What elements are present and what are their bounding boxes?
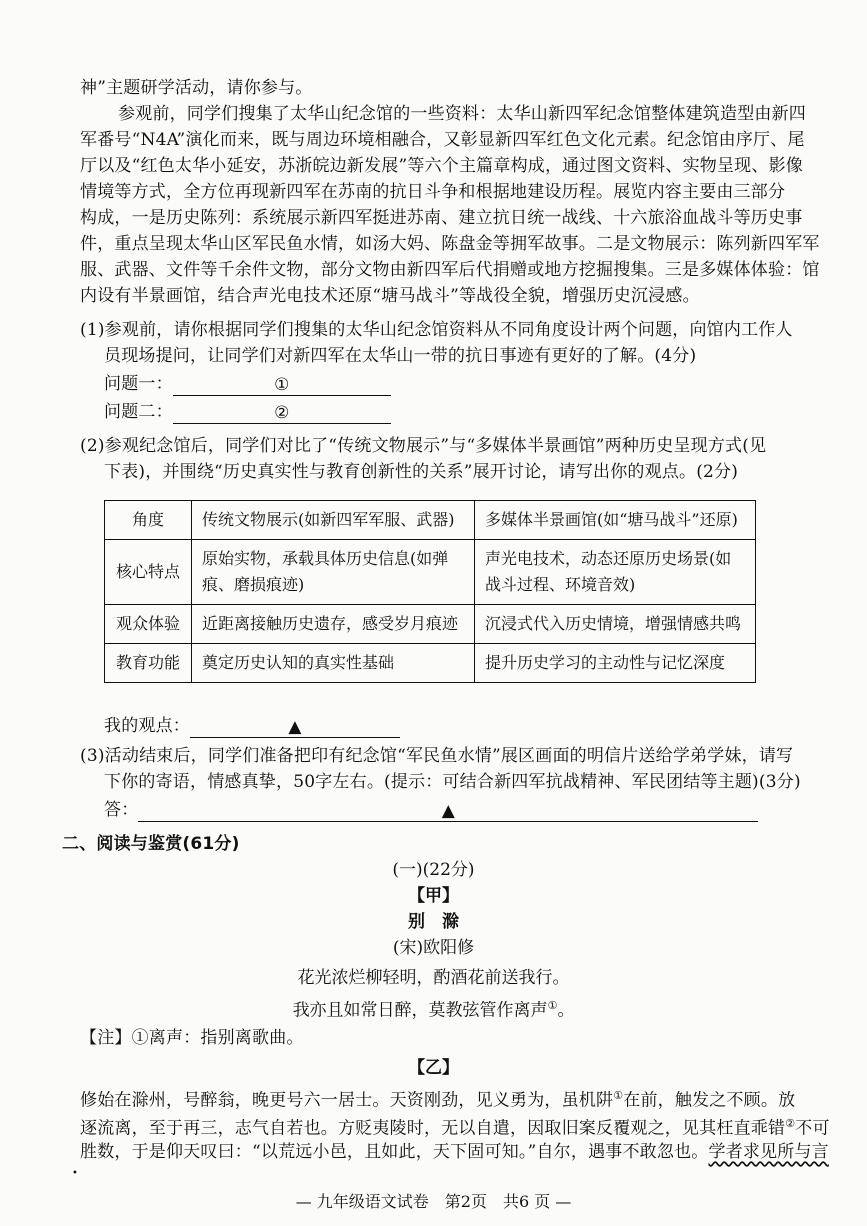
- prose-line: [80, 1140, 829, 1164]
- q3-prompt: (3)活动结束后，同学们准备把印有纪念馆“军民鱼水情”展区画面的明信片送给学弟学妹，请写: [80, 746, 794, 766]
- q3-prompt: 下你的寄语，情感真挚，50字左右。(提示：可结合新四军抗战精神、军民团结等主题)(3分): [104, 772, 801, 792]
- q1-answer-blank-2[interactable]: ②: [173, 401, 391, 424]
- q1-label-1: 问题一：: [104, 374, 173, 394]
- page-footer: — 九年级语文试卷 第2页 共6 页 —: [295, 1192, 572, 1211]
- prose-wavy-text: 学者求见所与言: [708, 1142, 829, 1162]
- table-row: [105, 605, 756, 644]
- intro-line: 厅以及“红色太华小延安，苏浙皖边新发展”等六个主篇章构成，通过图文资料、实物呈现、影像: [80, 156, 803, 176]
- poem-line-text: 我亦且如常日醉，莫教弦管作离声: [292, 1000, 548, 1021]
- poem-line: [0, 994, 867, 1023]
- table-header-cell: 角度: [105, 501, 192, 540]
- prose-text: 不可: [795, 1118, 830, 1139]
- table-cell: 声光电技术，动态还原历史场景(如战斗过程、环境音效): [475, 540, 756, 605]
- q2-answer-row: [104, 714, 400, 738]
- poem-line-end: 。: [557, 1000, 575, 1021]
- q1-label-2: 问题二：: [104, 402, 173, 422]
- table-cell: 近距离接触历史遗存，感受岁月痕迹: [192, 605, 475, 644]
- q2-answer-blank[interactable]: ▲: [190, 715, 400, 738]
- note-marker: ②: [785, 1117, 796, 1130]
- q3-answer-label: 答：: [104, 800, 139, 820]
- intro-line: 参观前，同学们搜集了太华山纪念馆的一些资料：太华山新四军纪念馆整体建筑造型由新四: [118, 104, 806, 124]
- note-marker: ①: [547, 999, 558, 1012]
- prose-text: 在前，触发之不顾。放: [623, 1090, 796, 1111]
- section-title: 二、阅读与鉴赏(61分): [62, 834, 240, 854]
- text-jia-label: 【甲】: [408, 886, 459, 906]
- prose-text: 胜数，于是仰天叹曰：“以荒远小邑，且如此，天下固可知。”自尔，遇事不敢忽也。: [80, 1142, 709, 1162]
- text-yi-label: 【乙】: [408, 1058, 459, 1078]
- table-row: [105, 644, 756, 683]
- poem-title: 别 滁: [408, 912, 459, 932]
- poem-author: (宋)欧阳修: [392, 938, 475, 958]
- table-cell: 教育功能: [105, 644, 192, 683]
- intro-line: 服、武器、文件等千余件文物，部分文物由新四军后代捐赠或地方挖掘搜集。三是多媒体体验：馆: [80, 260, 820, 280]
- intro-line: 件，重点呈现太华山区军民鱼水情，如汤大妈、陈盘金等拥军故事。二是文物展示：陈列新四军军: [80, 234, 820, 254]
- q2-prompt: (2)参观纪念馆后，同学们对比了“传统文物展示”与“多媒体半景画馆”两种历史呈现方式(见: [80, 436, 767, 456]
- comparison-table: [104, 500, 756, 683]
- prose-line: [80, 1084, 795, 1113]
- table-cell: 核心特点: [105, 540, 192, 605]
- q2-answer-label: 我的观点：: [104, 716, 190, 736]
- note-marker: ①: [613, 1089, 624, 1102]
- q3-answer-row: [104, 798, 758, 822]
- intro-line: 神”主题研学活动，请你参与。: [80, 78, 313, 98]
- poem-note: 【注】①离声：指别离歌曲。: [80, 1028, 304, 1048]
- table-cell: 奠定历史认知的真实性基础: [192, 644, 475, 683]
- prose-text: 逐流离，至于再三，志气自若也。方贬夷陵时，无以自遣，因取旧案反覆观之，见其枉直乖错: [80, 1118, 786, 1139]
- prose-text: 修始在滁州，号醉翁，晚更号六一居士。天资刚劲，见义勇为，虽机阱: [80, 1090, 614, 1111]
- table-header-cell: 传统文物展示(如新四军军服、武器): [192, 501, 475, 540]
- table-cell: 沉浸式代入历史情境，增强情感共鸣: [475, 605, 756, 644]
- intro-line: 内设有半景画馆，结合声光电技术还原“塘马战斗”等战役全貌，增强历史沉浸感。: [80, 286, 700, 306]
- q1-answer-row-2: [104, 400, 391, 424]
- q1-answer-blank-1[interactable]: ①: [173, 373, 391, 396]
- q2-prompt: 下表)，并围绕“历史真实性与教育创新性的关系”展开讨论，请写出你的观点。(2分): [104, 462, 739, 482]
- part-heading: (一)(22分): [392, 860, 475, 880]
- q1-prompt: (1)参观前，请你根据同学们搜集的太华山纪念馆资料从不同角度设计两个问题，向馆内工作人: [80, 320, 793, 340]
- intro-line: 情境等方式，全方位再现新四军在苏南的抗日斗争和根据地建设历程。展览内容主要由三部分: [80, 182, 786, 202]
- q3-answer-blank[interactable]: ▲: [138, 799, 758, 822]
- q1-answer-row-1: [104, 372, 391, 396]
- table-cell: 提升历史学习的主动性与记忆深度: [475, 644, 756, 683]
- intro-line: 构成，一是历史陈列：系统展示新四军挺进苏南、建立抗日统一战线、十六旅浴血战斗等历史事: [80, 208, 803, 228]
- poem-line: 花光浓烂柳轻明，酌酒花前送我行。: [297, 968, 570, 988]
- table-cell: 原始实物，承载具体历史信息(如弹痕、磨损痕迹): [192, 540, 475, 605]
- intro-line: 军番号“N4A”演化而来，既与周边环境相融合，又彰显新四军红色文化元素。纪念馆由序厅、尾: [80, 130, 805, 150]
- table-header-cell: 多媒体半景画馆(如“塘马战斗”还原): [475, 501, 756, 540]
- q1-prompt: 员现场提问，让同学们对新四军在太华山一带的抗日事迹有更好的了解。(4分): [104, 346, 697, 366]
- margin-dot: •: [72, 1168, 78, 1179]
- table-cell: 观众体验: [105, 605, 192, 644]
- table-header-row: [105, 501, 756, 540]
- prose-line: [80, 1112, 830, 1141]
- table-row: [105, 540, 756, 605]
